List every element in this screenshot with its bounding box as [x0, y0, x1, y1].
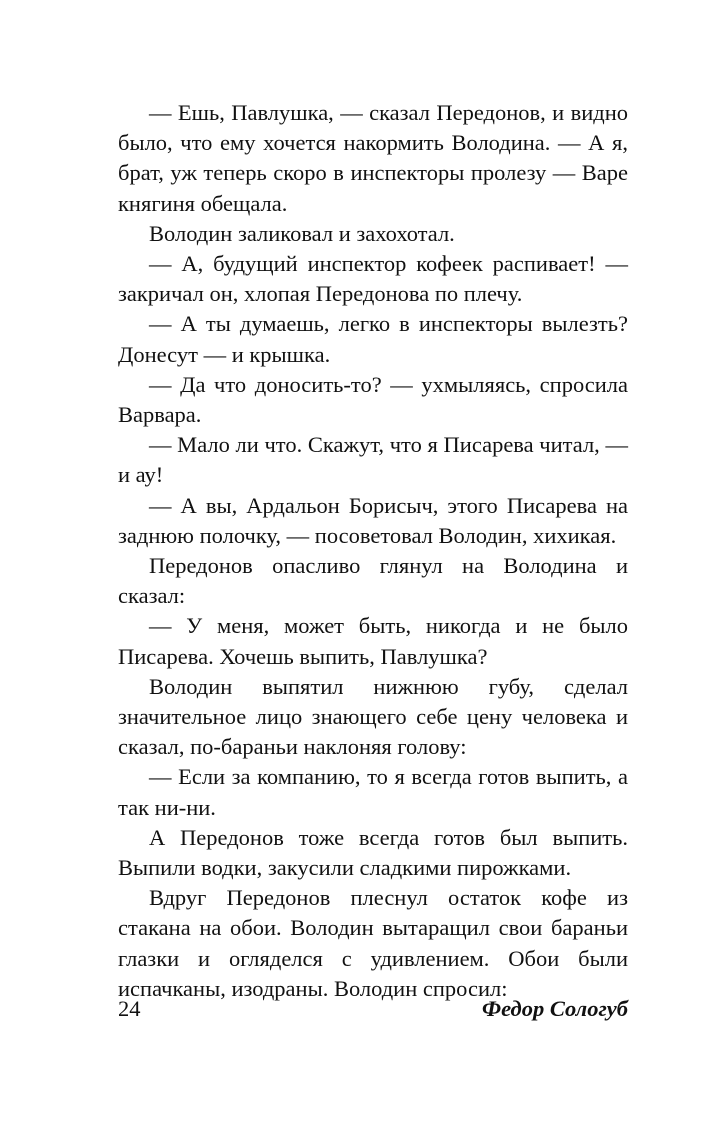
- paragraph: — Ешь, Павлушка, — сказал Передонов, и видно было, что ему хочется накормить Володина. — А я, брат, уж теперь скоро в инспекторы пролезу — Варе княгиня обещала.: [118, 100, 628, 216]
- page-number: 24: [118, 996, 141, 1021]
- paragraph: Передонов опасливо глянул на Володина и сказал:: [118, 553, 628, 609]
- paragraph: — А, будущий инспектор кофеек распивает! — закричал он, хлопая Передонова по плечу.: [118, 251, 628, 307]
- paragraph: Володин выпятил нижнюю губу, сделал значительное лицо знающего себе цену человека и сказал, по-бараньи наклоняя голову:: [118, 673, 628, 760]
- paragraph: Володин заликовал и захохотал.: [149, 220, 455, 246]
- paragraph: — Мало ли что. Скажут, что я Писарева читал, — и ау!: [118, 432, 628, 488]
- paragraph: — А ты думаешь, легко в инспекторы вылезть? Донесут — и крышка.: [118, 311, 628, 367]
- page-footer: [118, 994, 628, 1024]
- paragraph: Вдруг Передонов плеснул остаток кофе из стакана на обои. Володин вытаращил свои бараньи глазки и огляделся с удивлением. Обои были испачканы, изодраны. Володин спросил:: [118, 885, 628, 1001]
- paragraph: — У меня, может быть, никогда и не было Писарева. Хочешь выпить, Павлушка?: [118, 613, 628, 669]
- paragraph: — Да что доносить-то? — ухмыляясь, спросила Варвара.: [118, 371, 628, 428]
- paragraph: — Если за компанию, то я всегда готов выпить, а так ни-ни.: [118, 764, 628, 820]
- paragraph: — А вы, Ардальон Борисыч, этого Писарева на заднюю полочку, — посоветовал Володин, хихикая.: [118, 492, 628, 548]
- running-author: Федор Сологуб: [481, 996, 628, 1021]
- paragraph: А Передонов тоже всегда готов был выпить. Выпили водки, закусили сладкими пирожками.: [118, 824, 628, 881]
- body-text: [118, 98, 628, 1004]
